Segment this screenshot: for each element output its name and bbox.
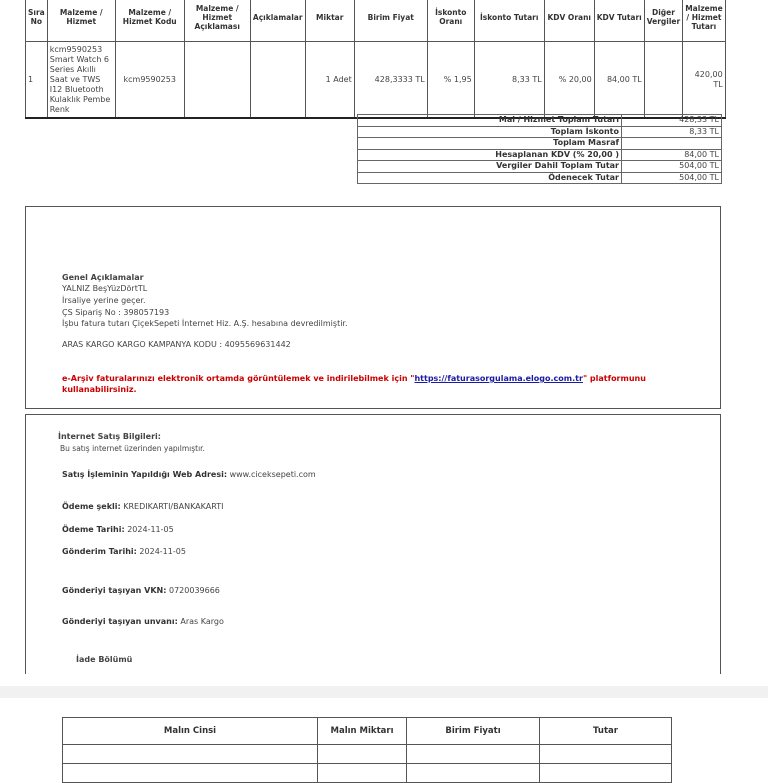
sales-title: İnternet Satış Bilgileri: (58, 432, 161, 441)
totals-row (358, 115, 722, 127)
cell-disc-rate: % 1,95 (427, 42, 474, 119)
cell-disc-amount: 8,33 TL (474, 42, 544, 119)
total-discount-value: 8,33 TL (622, 126, 722, 138)
earsiv-text-line2: kullanabilirsiniz. (62, 385, 137, 394)
sales-payment-date (62, 525, 174, 534)
totals-row (358, 138, 722, 150)
table-row (63, 745, 672, 764)
carrier-label: Gönderiyi taşıyan unvanı: (62, 617, 178, 626)
return-cell[interactable] (407, 745, 540, 764)
page-break (0, 686, 768, 698)
header-aciklamasi: Malzeme / Hizmet Açıklaması (184, 0, 250, 42)
header-diger-vergiler: Diğer Vergiler (644, 0, 682, 42)
earsiv-link[interactable]: https://faturasorgulama.elogo.com.tr (414, 374, 583, 383)
carrier-value: Aras Kargo (180, 617, 224, 626)
totals-row (358, 126, 722, 138)
return-header-type: Malın Cinsi (63, 718, 318, 745)
cell-unit-price: 428,3333 TL (354, 42, 427, 119)
total-payable-value: 504,00 TL (622, 172, 722, 184)
cell-other-tax (644, 42, 682, 119)
ship-date-label: Gönderim Tarihi: (62, 547, 137, 556)
total-expense-value (622, 138, 722, 150)
payment-date-label: Ödeme Tarihi: (62, 525, 125, 534)
cell-no: 1 (26, 42, 48, 119)
return-cell[interactable] (318, 764, 407, 783)
totals-row (358, 149, 722, 161)
sales-payment (62, 502, 223, 511)
notes-title: Genel Açıklamalar (62, 273, 144, 282)
cell-qty: 1 Adet (305, 42, 354, 119)
return-cell[interactable] (63, 745, 318, 764)
return-cell[interactable] (540, 764, 672, 783)
return-cell[interactable] (318, 745, 407, 764)
return-header-qty: Malın Miktarı (318, 718, 407, 745)
return-cell[interactable] (407, 764, 540, 783)
total-incl-tax-label: Vergiler Dahil Toplam Tutar (358, 161, 622, 173)
ship-date-value: 2024-11-05 (139, 547, 186, 556)
totals-row (358, 161, 722, 173)
header-malzeme: Malzeme / Hizmet (47, 0, 115, 42)
total-goods-value: 428,33 TL (622, 115, 722, 127)
notes-cargo-code: ARAS KARGO KARGO KAMPANYA KODU : 4095569631442 (62, 340, 291, 349)
return-cell[interactable] (540, 745, 672, 764)
notes-assignment: İşbu fatura tutarı ÇiçekSepeti İnternet Hiz. A.Ş. hesabına devredilmiştir. (62, 319, 348, 328)
cell-total: 420,00 TL (683, 42, 725, 119)
header-sira: Sıra No (26, 0, 48, 42)
table-row (26, 42, 726, 119)
total-vat-label: Hesaplanan KDV (% 20,00 ) (358, 149, 622, 161)
totals-row (358, 172, 722, 184)
payment-value: KREDIKARTI/BANKAKARTI (123, 502, 224, 511)
vkn-value: 0720039666 (169, 586, 220, 595)
header-iskonto-orani: İskonto Oranı (427, 0, 474, 42)
return-section-title: İade Bölümü (76, 655, 133, 664)
earsiv-text-pre: e-Arşiv faturalarınızı elektronik ortamda görüntülemek ve indirilebilmek için " (62, 374, 415, 383)
header-kdv-tutari: KDV Tutarı (594, 0, 644, 42)
notes-order-no: ÇS Sipariş No : 398057193 (62, 308, 170, 317)
earsiv-notice (62, 374, 646, 383)
header-kod: Malzeme / Hizmet Kodu (115, 0, 184, 42)
total-payable-label: Ödenecek Tutar (358, 172, 622, 184)
notes-amount-words: YALNIZ BeşYüzDörtTL (62, 284, 148, 293)
payment-date-value: 2024-11-05 (127, 525, 174, 534)
header-miktar: Miktar (305, 0, 354, 42)
sales-subtitle: Bu satış internet üzerinden yapılmıştır. (60, 444, 205, 453)
return-header-total: Tutar (540, 718, 672, 745)
cell-name: kcm9590253 Smart Watch 6 Series Akıllı Saat ve TWS I12 Bluetooth Kulaklık Pembe Renk (47, 42, 115, 119)
cell-desc (184, 42, 250, 119)
notes-waybill: İrsaliye yerine geçer. (62, 296, 146, 305)
vkn-label: Gönderiyi taşıyan VKN: (62, 586, 167, 595)
return-cell[interactable] (63, 764, 318, 783)
cell-code: kcm9590253 (115, 42, 184, 119)
website-value: www.ciceksepeti.com (229, 470, 316, 479)
total-goods-label: Mal / Hizmet Toplam Tutarı (358, 115, 622, 127)
total-discount-label: Toplam İskonto (358, 126, 622, 138)
header-iskonto-tutari: İskonto Tutarı (474, 0, 544, 42)
cell-notes (250, 42, 305, 119)
general-notes-box (25, 206, 721, 409)
earsiv-text-post: " platformunu (582, 374, 646, 383)
header-birim-fiyat: Birim Fiyat (354, 0, 427, 42)
sales-website (62, 470, 316, 479)
website-label: Satış İşleminin Yapıldığı Web Adresi: (62, 470, 228, 479)
total-vat-value: 84,00 TL (622, 149, 722, 161)
sales-vkn (62, 586, 220, 595)
header-kdv-orani: KDV Oranı (544, 0, 594, 42)
header-hizmet-tutari: Malzeme / Hizmet Tutarı (683, 0, 725, 42)
return-table (62, 717, 672, 783)
totals-table (357, 114, 722, 184)
sales-ship-date (62, 547, 186, 556)
return-header-unit-price: Birim Fiyatı (407, 718, 540, 745)
return-header-row (63, 718, 672, 745)
payment-label: Ödeme şekli: (62, 502, 121, 511)
items-header-row (26, 0, 726, 42)
cell-vat-amount: 84,00 TL (594, 42, 644, 119)
internet-sales-box (25, 414, 721, 674)
invoice-items-table (25, 0, 726, 119)
table-row (63, 764, 672, 783)
total-incl-tax-value: 504,00 TL (622, 161, 722, 173)
sales-carrier (62, 617, 224, 626)
total-expense-label: Toplam Masraf (358, 138, 622, 150)
header-aciklamalar: Açıklamalar (250, 0, 305, 42)
cell-vat-rate: % 20,00 (544, 42, 594, 119)
